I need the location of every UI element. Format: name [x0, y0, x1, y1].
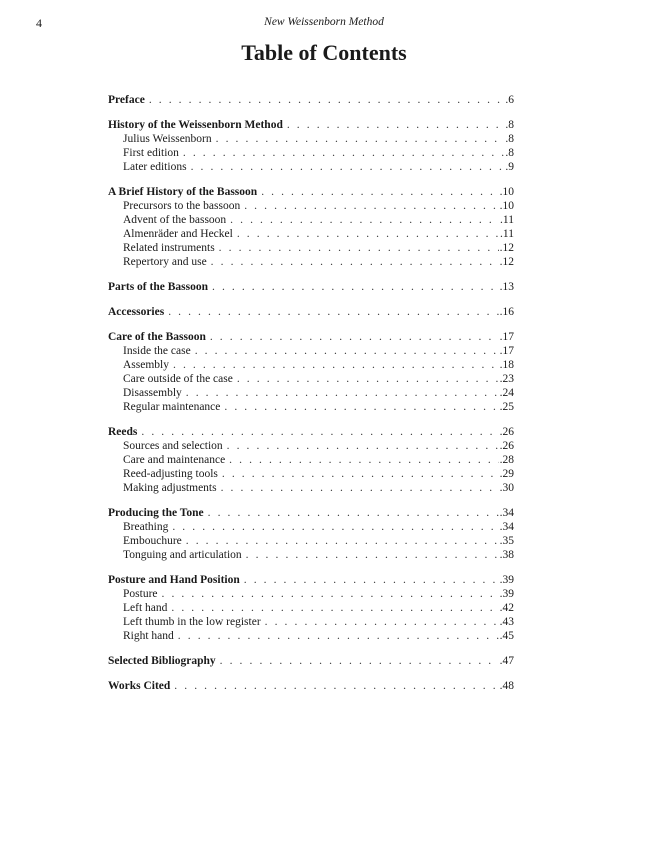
toc-section — [108, 185, 514, 269]
dot-leader — [208, 506, 499, 520]
dot-leader — [230, 213, 499, 227]
toc-entry-title: Tonguing and articulation — [123, 549, 242, 561]
toc-page-number: .11 — [500, 214, 514, 226]
toc-entry-title: Sources and selection — [123, 440, 223, 452]
toc-page-number: .39 — [499, 574, 514, 586]
toc-entry-title: Posture and Hand Position — [108, 574, 240, 586]
toc-page-number: .29 — [499, 468, 514, 480]
toc-subsection-entry[interactable] — [108, 160, 514, 174]
toc-page-number: .12 — [499, 256, 514, 268]
toc-entry-title: Parts of the Bassoon — [108, 281, 208, 293]
toc-entry-title: Embouchure — [123, 535, 182, 547]
toc-subsection-entry[interactable] — [108, 453, 514, 467]
toc-subsection-entry[interactable] — [108, 534, 514, 548]
toc-page-number: .8 — [505, 147, 514, 159]
toc-page-number: .24 — [499, 387, 514, 399]
toc-section — [108, 280, 514, 294]
toc-subsection-entry[interactable] — [108, 629, 514, 643]
dot-leader — [229, 453, 498, 467]
toc-page-number: .8 — [505, 133, 514, 145]
toc-subsection-entry[interactable] — [108, 358, 514, 372]
dot-leader — [220, 654, 499, 668]
dot-leader — [211, 255, 499, 269]
toc-page-number: .23 — [499, 373, 514, 385]
toc-page-number: .28 — [499, 454, 514, 466]
toc-subsection-entry[interactable] — [108, 213, 514, 227]
toc-entry-title: Later editions — [123, 161, 187, 173]
toc-subsection-entry[interactable] — [108, 372, 514, 386]
dot-leader — [244, 199, 498, 213]
dot-leader — [244, 573, 499, 587]
toc-section — [108, 330, 514, 414]
dot-leader — [221, 481, 499, 495]
dot-leader — [212, 280, 499, 294]
toc-entry-title: Preface — [108, 94, 145, 106]
dot-leader — [191, 160, 505, 174]
dot-leader — [287, 118, 505, 132]
toc-section — [108, 305, 514, 319]
dot-leader — [174, 679, 498, 693]
toc-entry-title: Almenräder and Heckel — [123, 228, 233, 240]
dot-leader — [141, 425, 498, 439]
toc-entry-title: Posture — [123, 588, 158, 600]
toc-subsection-entry[interactable] — [108, 439, 514, 453]
toc-page-number: .43 — [499, 616, 514, 628]
toc-section-entry[interactable] — [108, 573, 514, 587]
toc-section — [108, 573, 514, 643]
toc-page-number: .11 — [500, 228, 514, 240]
dot-leader — [227, 439, 499, 453]
toc-page-number: .6 — [505, 94, 514, 106]
toc-page-number: .45 — [499, 630, 514, 642]
toc-page-number: .12 — [499, 242, 514, 254]
toc-section-entry[interactable] — [108, 654, 514, 668]
dot-leader — [216, 132, 505, 146]
toc-entry-title: Left hand — [123, 602, 168, 614]
toc-page-number: .16 — [499, 306, 514, 318]
toc-section-entry[interactable] — [108, 280, 514, 294]
toc-page-number: .34 — [499, 507, 514, 519]
toc-entry-title: Inside the case — [123, 345, 191, 357]
toc-page-number: .26 — [499, 426, 514, 438]
toc-entry-title: Regular maintenance — [123, 401, 221, 413]
toc-subsection-entry[interactable] — [108, 587, 514, 601]
toc-entry-title: Disassembly — [123, 387, 182, 399]
dot-leader — [173, 358, 499, 372]
toc-entry-title: First edition — [123, 147, 179, 159]
dot-leader — [219, 241, 499, 255]
toc-entry-title: Assembly — [123, 359, 169, 371]
toc-section-entry[interactable] — [108, 305, 514, 319]
dot-leader — [178, 629, 499, 643]
toc-section — [108, 654, 514, 668]
table-of-contents — [108, 93, 514, 704]
toc-section-entry[interactable] — [108, 93, 514, 107]
toc-entry-title: Repertory and use — [123, 256, 207, 268]
toc-subsection-entry[interactable] — [108, 255, 514, 269]
dot-leader — [168, 305, 498, 319]
dot-leader — [261, 185, 498, 199]
toc-entry-title: Breathing — [123, 521, 169, 533]
toc-entry-title: Julius Weissenborn — [123, 133, 212, 145]
toc-section — [108, 506, 514, 562]
toc-page-number: .30 — [499, 482, 514, 494]
toc-section — [108, 425, 514, 495]
dot-leader — [222, 467, 499, 481]
toc-page-number: .42 — [499, 602, 514, 614]
page-number: 4 — [36, 16, 42, 30]
toc-section-entry[interactable] — [108, 118, 514, 132]
toc-page-number: .10 — [499, 186, 514, 198]
toc-entry-title: Accessories — [108, 306, 165, 318]
toc-entry-title: Reed-adjusting tools — [123, 468, 218, 480]
toc-entry-title: Precursors to the bassoon — [123, 200, 241, 212]
toc-subsection-entry[interactable] — [108, 548, 514, 562]
dot-leader — [237, 227, 499, 241]
page-title: Table of Contents — [241, 40, 407, 65]
toc-subsection-entry[interactable] — [108, 386, 514, 400]
toc-page-number: .38 — [499, 549, 514, 561]
toc-entry-title: Related instruments — [123, 242, 215, 254]
toc-entry-title: A Brief History of the Bassoon — [108, 186, 258, 198]
toc-subsection-entry[interactable] — [108, 146, 514, 160]
toc-page-number: .8 — [505, 119, 514, 131]
dot-leader — [246, 548, 499, 562]
toc-subsection-entry[interactable] — [108, 400, 514, 414]
toc-entry-title: Selected Bibliography — [108, 655, 216, 667]
dot-leader — [162, 587, 499, 601]
toc-subsection-entry[interactable] — [108, 520, 514, 534]
toc-entry-title: Right hand — [123, 630, 174, 642]
dot-leader — [265, 615, 499, 629]
toc-page-number: .35 — [499, 535, 514, 547]
toc-subsection-entry[interactable] — [108, 481, 514, 495]
toc-entry-title: Producing the Tone — [108, 507, 204, 519]
toc-page-number: .26 — [499, 440, 514, 452]
toc-entry-title: History of the Weissenborn Method — [108, 119, 283, 131]
toc-entry-title: Works Cited — [108, 680, 171, 692]
toc-page-number: .25 — [499, 401, 514, 413]
dot-leader — [210, 330, 499, 344]
dot-leader — [186, 386, 499, 400]
toc-section — [108, 118, 514, 174]
dot-leader — [186, 534, 499, 548]
toc-subsection-entry[interactable] — [108, 227, 514, 241]
toc-page-number: .47 — [499, 655, 514, 667]
toc-subsection-entry[interactable] — [108, 132, 514, 146]
dot-leader — [172, 520, 498, 534]
toc-page-number: .10 — [499, 200, 514, 212]
toc-entry-title: Advent of the bassoon — [123, 214, 227, 226]
toc-entry-title: Making adjustments — [123, 482, 217, 494]
toc-subsection-entry[interactable] — [108, 601, 514, 615]
dot-leader — [183, 146, 504, 160]
dot-leader — [149, 93, 505, 107]
toc-section-entry[interactable] — [108, 330, 514, 344]
running-head: New Weissenborn Method — [264, 16, 384, 28]
toc-subsection-entry[interactable] — [108, 199, 514, 213]
toc-subsection-entry[interactable] — [108, 241, 514, 255]
toc-section — [108, 679, 514, 693]
toc-page-number: .17 — [499, 331, 514, 343]
toc-section-entry[interactable] — [108, 185, 514, 199]
toc-page-number: .34 — [499, 521, 514, 533]
toc-page-number: .48 — [499, 680, 514, 692]
toc-section — [108, 93, 514, 107]
toc-entry-title: Reeds — [108, 426, 138, 438]
dot-leader — [171, 601, 498, 615]
toc-entry-title: Care of the Bassoon — [108, 331, 206, 343]
toc-entry-title: Care outside of the case — [123, 373, 233, 385]
toc-subsection-entry[interactable] — [108, 467, 514, 481]
toc-page-number: .39 — [499, 588, 514, 600]
toc-entry-title: Left thumb in the low register — [123, 616, 261, 628]
toc-page-number: .18 — [499, 359, 514, 371]
toc-section-entry[interactable] — [108, 506, 514, 520]
toc-page-number: .17 — [499, 345, 514, 357]
dot-leader — [237, 372, 499, 386]
toc-subsection-entry[interactable] — [108, 615, 514, 629]
toc-section-entry[interactable] — [108, 425, 514, 439]
toc-subsection-entry[interactable] — [108, 344, 514, 358]
toc-page-number: .13 — [499, 281, 514, 293]
dot-leader — [224, 400, 498, 414]
toc-entry-title: Care and maintenance — [123, 454, 226, 466]
toc-section-entry[interactable] — [108, 679, 514, 693]
dot-leader — [195, 344, 499, 358]
toc-page-number: .9 — [505, 161, 514, 173]
